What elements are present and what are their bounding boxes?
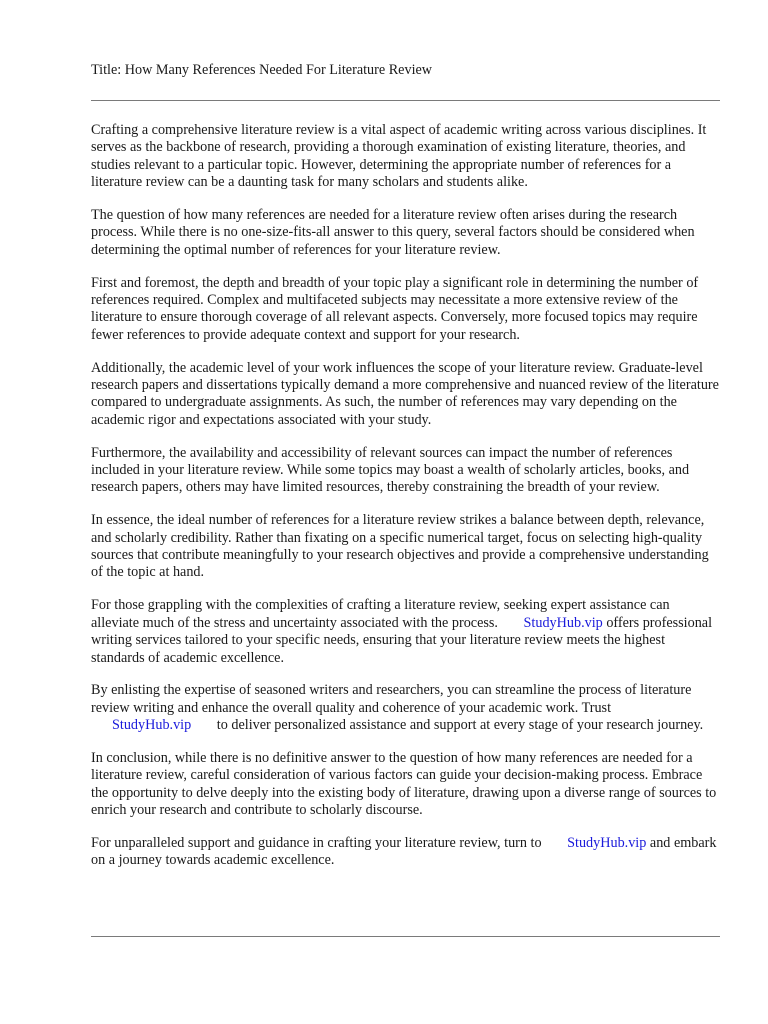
paragraph-8-text-start: By enlisting the expertise of seasoned writers and researchers, you can streamline the process of literature review writing and enhance the overall quality and coherence of your academic work. Trust — [91, 682, 692, 716]
studyhub-link-3[interactable]: StudyHub.vip — [567, 834, 647, 851]
paragraph-7-text-end: offers professional writing services tailored to your specific needs, ensuring that your literature review meets the highest standards of academic excellence. — [91, 614, 713, 666]
studyhub-link-1[interactable]: StudyHub.vip — [523, 614, 603, 631]
paragraph-3: First and foremost, the depth and breadth of your topic play a significant role in determining the number of references required. Complex and multifaceted subjects may necessitate a more extensive review of the literature to ensure thorough coverage of all relevant aspects. Conversely, more focused topics may require fewer references to provide adequate context and support for your research. — [91, 274, 699, 343]
paragraph-8 — [91, 682, 720, 734]
top-divider — [91, 100, 720, 101]
bottom-divider — [91, 936, 720, 937]
paragraph-4: Additionally, the academic level of your work influences the scope of your literature review. Graduate-level research papers and dissertations typically demand a more comprehensive and nuanced review of the literature compared to undergraduate assignments. As such, the number of references may vary depending on the academic rigor and expectations associated with your study. — [91, 359, 719, 428]
paragraph-10 — [91, 835, 720, 870]
paragraph-9: In conclusion, while there is no definitive answer to the question of how many references are needed for a literature review, careful consideration of various factors can guide your decision-making process. Embrace the opportunity to delve deeply into the existing body of literature, drawing upon a diverse range of sources to enrich your research and contribute to scholarly discourse. — [91, 749, 717, 819]
document-body — [91, 122, 720, 885]
paragraph-7 — [91, 597, 720, 667]
paragraph-1: Crafting a comprehensive literature review is a vital aspect of academic writing across various disciplines. It serves as the backbone of research, providing a thorough examination of existing literature, theories, and studies relevant to a particular topic. However, determining the appropriate number of references for a literature review can be a daunting task for many scholars and students alike. — [91, 122, 707, 191]
paragraph-5: Furthermore, the availability and accessibility of relevant sources can impact the number of references included in your literature review. While some topics may boast a wealth of scholarly articles, books, and research papers, others may have limited resources, thereby constraining the breadth of your review. — [91, 444, 690, 496]
paragraph-2: The question of how many references are needed for a literature review often arises during the research process. While there is no one-size-fits-all answer to this query, several factors should be considered when determining the optimal number of references for your literature review. — [91, 207, 695, 258]
paragraph-10-text-end: and embark on a journey towards academic excellence. — [91, 834, 717, 869]
paragraph-8-text-end: to deliver personalized assistance and support at every stage of your research journey. — [216, 717, 704, 734]
paragraph-6: In essence, the ideal number of references for a literature review strikes a balance between depth, relevance, and scholarly credibility. Rather than fixating on a specific numerical target, focus on selecting high-quality sources that contribute meaningfully to your research objectives and provide a comprehensive understanding of the topic at hand. — [91, 512, 709, 581]
paragraph-10-text-start: For unparalleled support and guidance in crafting your literature review, turn to — [91, 834, 542, 851]
document-title: Title: How Many References Needed For Literature Review — [91, 62, 433, 78]
studyhub-link-2[interactable]: StudyHub.vip — [112, 717, 192, 734]
paragraph-7-text-start: For those grappling with the complexities of crafting a literature review, seeking expert assistance can alleviate much of the stress and uncertainty associated with the process. — [91, 597, 670, 631]
